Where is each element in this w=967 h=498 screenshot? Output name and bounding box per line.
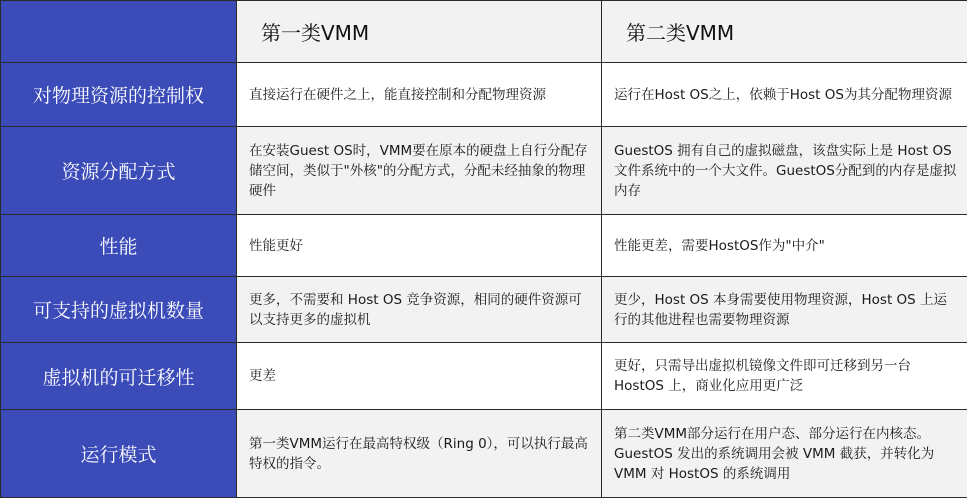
row-header: 对物理资源的控制权 (1, 63, 237, 127)
corner-cell (1, 1, 237, 63)
table-row (1, 215, 967, 277)
table-row (1, 277, 967, 343)
table-row (1, 127, 967, 215)
column-header-type1: 第一类VMM (237, 1, 602, 63)
type1-cell: 第一类VMM运行在最高特权级（Ring 0），可以执行最高特权的指令。 (237, 410, 602, 498)
type2-cell: GuestOS 拥有自己的虚拟磁盘，该盘实际上是 Host OS 文件系统中的一个大文件。GuestOS分配到的内存是虚拟内存 (602, 127, 967, 215)
table-row (1, 343, 967, 410)
row-header: 虚拟机的可迁移性 (1, 343, 237, 410)
type2-cell: 性能更差，需要HostOS作为"中介" (602, 215, 967, 277)
header-row (1, 1, 967, 63)
type2-cell: 第二类VMM部分运行在用户态、部分运行在内核态。GuestOS 发出的系统调用会被 VMM 截获，并转化为 VMM 对 HostOS 的系统调用 (602, 410, 967, 498)
type1-cell: 在安装Guest OS时，VMM要在原本的硬盘上自行分配存储空间，类似于"外核"的分配方式，分配未经抽象的物理硬件 (237, 127, 602, 215)
row-header: 性能 (1, 215, 237, 277)
type2-cell: 运行在Host OS之上，依赖于Host OS为其分配物理资源 (602, 63, 967, 127)
type2-cell: 更好，只需导出虚拟机镜像文件即可迁移到另一台 HostOS 上，商业化应用更广泛 (602, 343, 967, 410)
row-header: 资源分配方式 (1, 127, 237, 215)
row-header: 可支持的虚拟机数量 (1, 277, 237, 343)
table-row (1, 63, 967, 127)
type1-cell: 性能更好 (237, 215, 602, 277)
table-row (1, 410, 967, 498)
type1-cell: 更差 (237, 343, 602, 410)
column-header-type2: 第二类VMM (602, 1, 967, 63)
row-header: 运行模式 (1, 410, 237, 498)
type1-cell: 更多，不需要和 Host OS 竞争资源，相同的硬件资源可以支持更多的虚拟机 (237, 277, 602, 343)
type2-cell: 更少，Host OS 本身需要使用物理资源，Host OS 上运行的其他进程也需要物理资源 (602, 277, 967, 343)
type1-cell: 直接运行在硬件之上，能直接控制和分配物理资源 (237, 63, 602, 127)
